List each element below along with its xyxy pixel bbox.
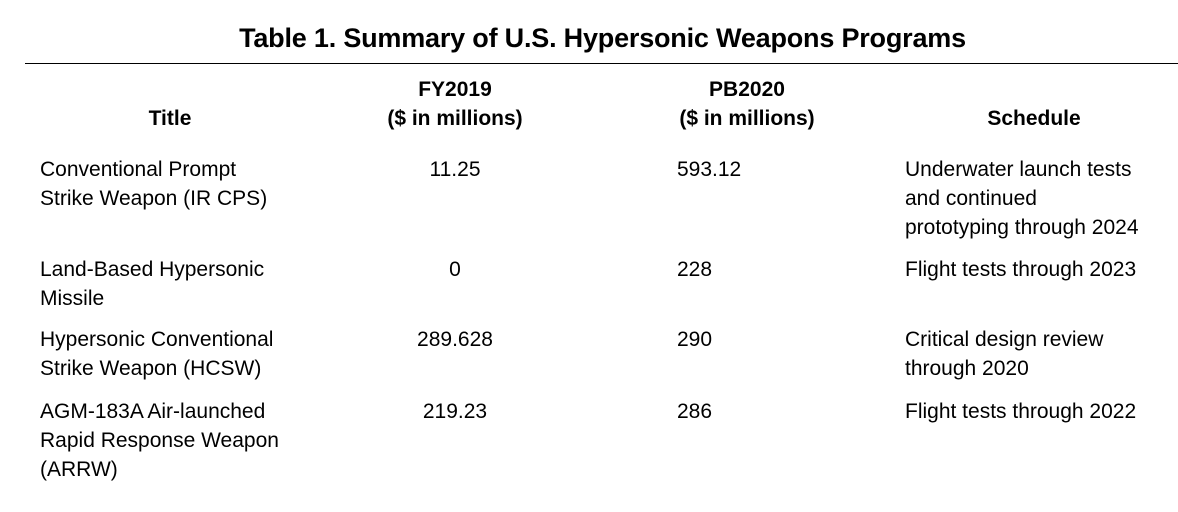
schedule-line: and continued (905, 187, 1037, 210)
fy2019-value: 0 (449, 258, 461, 281)
program-title-cell (40, 255, 330, 313)
header-pb2020-line-2: ($ in millions) (679, 107, 815, 130)
header-pb2020 (647, 75, 847, 133)
schedule-cell (905, 155, 1175, 242)
schedule-line: Critical design review (905, 328, 1104, 351)
program-title-cell (40, 325, 330, 383)
program-title-line: AGM-183A Air-launched (40, 400, 266, 423)
schedule-cell (905, 397, 1175, 426)
header-pb2020-line-1: PB2020 (709, 78, 785, 101)
schedule-line: through 2020 (905, 357, 1029, 380)
header-schedule-line: Schedule (987, 107, 1081, 130)
program-title-line: Conventional Prompt (40, 158, 237, 181)
program-title-line: Rapid Response Weapon (40, 429, 279, 452)
pb2020-value: 593.12 (677, 158, 742, 181)
program-title-line: (ARRW) (40, 458, 118, 481)
pb2020-value: 286 (677, 400, 713, 423)
program-title-line: Missile (40, 287, 105, 310)
schedule-line: Flight tests through 2022 (905, 400, 1137, 423)
program-title-line: Land-Based Hypersonic (40, 258, 265, 281)
fy2019-value: 11.25 (429, 158, 481, 181)
program-title-line: Hypersonic Conventional (40, 328, 274, 351)
header-fy2019 (355, 75, 555, 133)
fy2019-value: 219.23 (422, 400, 488, 423)
schedule-line: Flight tests through 2023 (905, 258, 1137, 281)
header-schedule (934, 104, 1134, 133)
program-title-cell (40, 155, 330, 213)
header-title (90, 104, 250, 133)
program-title-line: Strike Weapon (HCSW) (40, 357, 262, 380)
header-fy2019-line-2: ($ in millions) (387, 107, 523, 130)
table-title: Table 1. Summary of U.S. Hypersonic Weapons Programs (239, 23, 966, 53)
schedule-cell (905, 325, 1175, 383)
title-rule (25, 63, 1178, 64)
header-fy2019-line-1: FY2019 (418, 78, 492, 101)
program-title-line: Strike Weapon (IR CPS) (40, 187, 268, 210)
header-title-line: Title (148, 107, 192, 130)
schedule-cell (905, 255, 1175, 284)
schedule-line: Underwater launch tests (905, 158, 1132, 181)
pb2020-value: 290 (677, 328, 713, 351)
fy2019-value: 289.628 (417, 328, 493, 351)
schedule-line: prototyping through 2024 (905, 216, 1139, 239)
pb2020-value: 228 (677, 258, 713, 281)
program-title-cell (40, 397, 330, 484)
